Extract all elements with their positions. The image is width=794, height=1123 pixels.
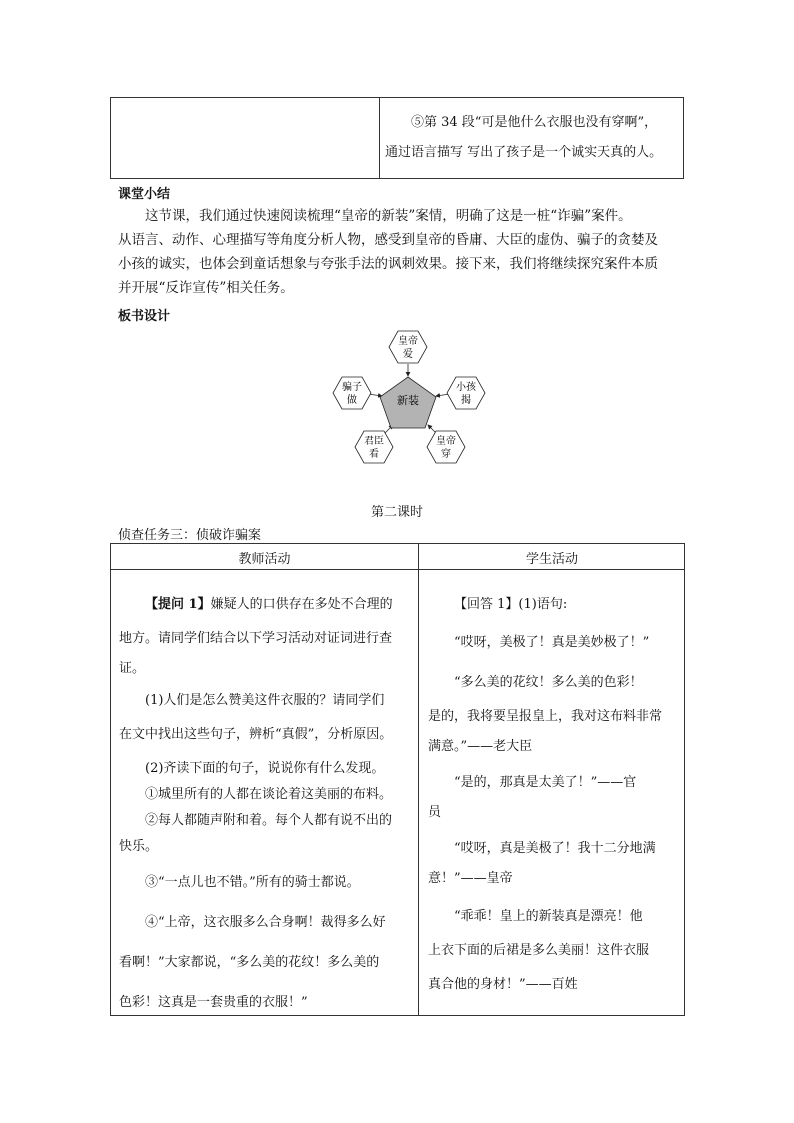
center-label: 新装 [397,394,419,407]
student-line: 上衣下面的后裙是多么美丽！这件衣服 [428,943,650,958]
table-text-line: 通过语言描写 写出了孩子是一个诚实天真的人。 [385,145,663,160]
column-header-student: 学生活动 [525,552,578,567]
student-line: 意！”——皇帝 [428,871,513,886]
student-line: “是的，那真是太美了！”——官 [454,775,637,790]
teacher-line [119,588,413,622]
node-label: 小孩 [456,382,476,393]
summary-line: 从语言、动作、心理描写等角度分析人物，感受到皇帝的昏庸、大臣的虚伪、骗子的贪婪及 [118,232,658,248]
table-text-line: ⑤第 34 段“可是他什么衣服也没有穿啊”， [411,115,658,130]
node-label: 做 [347,395,357,406]
summary-line: 并开展“反诈宣传”相关任务。 [118,280,294,296]
node-label: 看 [369,449,379,460]
teacher-activity-cell [119,588,413,1020]
teacher-line: (2)齐读下面的句子，说说你有什么发现。 [145,761,385,776]
lesson-title: 第二课时 [370,505,423,520]
teacher-line: ②每人都随声附和着。每个人都有说不出的 [145,813,393,828]
board-diagram [332,325,492,470]
node-label: 爱 [403,349,413,360]
summary-heading: 课堂小结 [118,187,171,202]
node-label: 揭 [461,395,471,406]
teacher-line: (1)人们是怎么赞美这件衣服的？请同学们 [145,693,385,708]
summary-line: 小孩的诚实，也体会到童话想象与夸张手法的讽刺效果。接下来，我们将继续探究案件本质 [118,256,658,272]
teacher-line: 快乐。 [119,839,159,854]
teacher-line: ④“上帝，这衣服多么合身啊！裁得多么好 [145,915,386,930]
board-svg [332,325,492,470]
node-label: 皇帝 [436,436,456,447]
student-line: “多么美的花纹！多么美的色彩！ [454,675,643,690]
student-line: “哎呀，美极了！真是美妙极了！” [454,635,650,650]
node-label: 骗子 [342,382,362,393]
student-line: 【回答 1】(1)语句: [454,597,568,612]
node-label: 皇帝 [398,336,418,347]
student-line: 是的，我将要呈报皇上，我对这布料非常 [428,709,663,724]
node-label: 君臣 [364,436,384,447]
teacher-line: ①城里所有的人都在谈论着这美丽的布料。 [145,787,393,802]
student-activity-cell [428,588,680,1002]
teacher-line: 色彩！这真是一套贵重的衣服！” [119,995,308,1010]
task-title: 侦查任务三：侦破诈骗案 [118,528,262,543]
column-header-teacher: 教师活动 [238,552,291,567]
teacher-line: 在文中找出这些句子，辨析“真假”，分析原因。 [119,727,393,742]
table-divider [379,98,380,178]
teacher-text: 嫌疑人的口供存在多处不合理的 [210,597,393,612]
student-line: 员 [428,805,442,820]
student-line: 满意。”——老大臣 [428,739,533,754]
teacher-line: ③“一点儿也不错。”所有的骑士都说。 [145,875,360,890]
table-divider [418,544,419,1015]
student-line: “哎呀，真是美极了！我十二分地满 [454,841,656,856]
student-line: “乖乖！皇上的新装真是漂亮！他 [454,909,643,924]
question-tag: 【提问 1】 [145,597,211,612]
activity-table [110,543,685,1016]
top-table-right-cell [385,108,677,168]
teacher-line: 地方。请同学们结合以下学习活动对证词进行查 [119,631,393,646]
top-table [110,97,684,179]
table-divider [111,569,684,570]
teacher-line: 证。 [119,661,146,676]
teacher-line: 看啊！”大家都说，“多么美的花纹！多么美的 [119,955,380,970]
summary-line: 这节课，我们通过快速阅读梳理“皇帝的新装”案情，明确了这是一桩“诈骗”案件。 [145,208,632,224]
student-line: 真合他的身材！”——百姓 [428,977,578,992]
board-heading: 板书设计 [118,309,171,324]
node-label: 穿 [441,449,451,460]
summary-paragraph [118,204,690,300]
